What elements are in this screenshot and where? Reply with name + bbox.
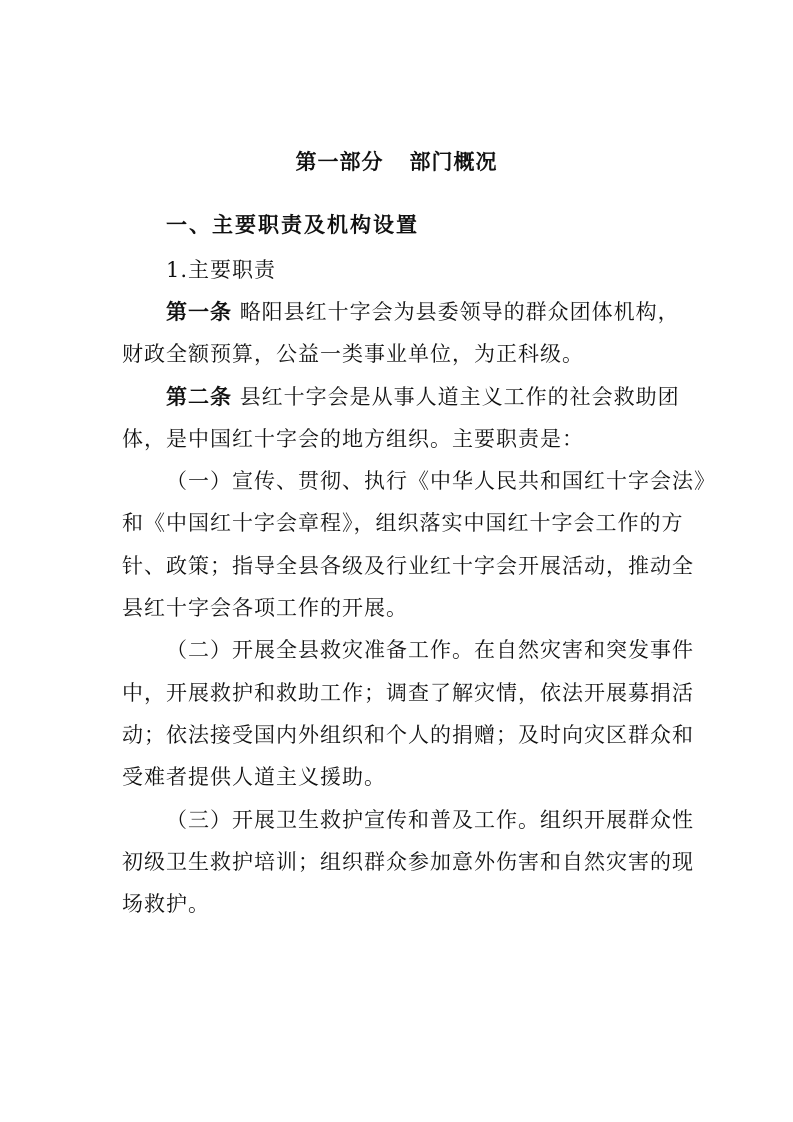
title-part: 第一部分 (295, 150, 384, 174)
item1-line: 针、政策；指导全县各级及行业红十字会开展活动，推动全 (122, 554, 694, 578)
article2-line (166, 384, 680, 410)
item1-line: 和《中国红十字会章程》，组织落实中国红十字会工作的方 (122, 511, 684, 535)
item2-line: 中，开展救护和救助工作；调查了解灾情，依法开展募捐活 (122, 681, 694, 705)
item2-line: 动；依法接受国内外组织和个人的捐赠；及时向灾区群众和 (122, 723, 694, 747)
text: 县红十字会是从事人道主义工作的社会救助团 (239, 385, 680, 409)
article2-line: 体，是中国红十字会的地方组织。主要职责是： (122, 427, 584, 451)
item3-line: 初级卫生救护培训；组织群众参加意外伤害和自然灾害的现 (122, 850, 694, 874)
article1-label: 第一条 (166, 300, 232, 324)
article2-label: 第二条 (166, 385, 232, 409)
article1-line: 财政全额预算，公益一类事业单位，为正科级。 (122, 342, 584, 366)
item3-line: （三）开展卫生救护宣传和普及工作。组织开展群众性 (166, 808, 694, 832)
item2-line: 受难者提供人道主义援助。 (122, 765, 386, 789)
subheading: 1.主要职责 (166, 258, 277, 282)
item3-line: 场救护。 (122, 892, 210, 916)
article1-line (166, 299, 680, 325)
title-name: 部门概况 (409, 150, 498, 174)
item1-line: 县红十字会各项工作的开展。 (122, 596, 408, 620)
item1-line: （一）宣传、贯彻、执行《中华人民共和国红十字会法》 (166, 469, 716, 493)
section-heading: 一、主要职责及机构设置 (166, 213, 419, 237)
text: 略阳县红十字会为县委领导的群众团体机构， (239, 300, 680, 324)
page-title (0, 146, 793, 176)
item2-line: （二）开展全县救灾准备工作。在自然灾害和突发事件 (166, 638, 694, 662)
